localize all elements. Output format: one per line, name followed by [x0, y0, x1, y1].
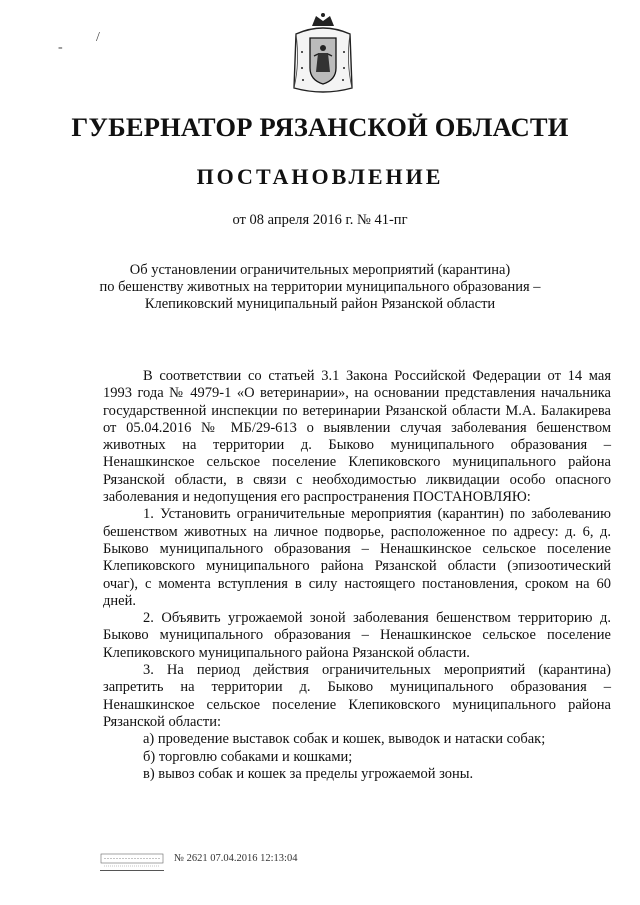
- title-line: по бешенству животных на территории муниципального образования –: [99, 279, 541, 295]
- clause-2: 2. Объявить угрожаемой зоной заболевания бешенством территорию д. Быково муниципального образования – Ненашкинское сельское поселение Клепиковского муниципального района Рязанской области.: [103, 610, 611, 661]
- clause-3: 3. На период действия ограничительных мероприятий (карантина) запретить на территории д. Быково муниципального образования – Ненашкинское сельское поселение Клепиковского муниципального района Рязанской области:: [103, 662, 611, 730]
- document-body: [103, 368, 611, 783]
- ryazan-coat-of-arms-icon: [290, 12, 356, 96]
- title-line: Об установлении ограничительных мероприятий (карантина): [129, 262, 511, 278]
- clause-3c: в) вывоз собак и кошек за пределы угрожаемой зоны.: [143, 765, 474, 782]
- issuing-authority: ГУБЕРНАТОР РЯЗАНСКОЙ ОБЛАСТИ: [71, 112, 569, 142]
- title-line: Клепиковский муниципальный район Рязанской области: [144, 296, 496, 312]
- document-type: ПОСТАНОВЛЕНИЕ: [196, 164, 444, 189]
- document-date-number: от 08 апреля 2016 г. № 41-пг: [232, 212, 408, 228]
- registration-stamp-icon: [100, 852, 164, 871]
- preamble-paragraph: В соответствии со статьей 3.1 Закона Российской Федерации от 14 мая 1993 года № 4979-1 «О ветеринарии», на основании представления начальника государственной инспекции по ветеринарии Рязанской области М.А. Балакирева от 05.04.2016 № МБ/29-613 о выявлении случая заболевания бешенством животных на территории д. Быково муниципального образования – Ненашкинское сельское поселение Клепиковского муниципального района Рязанской области, в связи с необходимостью ликвидации особо опасного заболевания и недопущения его распространения ПОСТАНОВЛЯЮ:: [103, 368, 611, 506]
- document-title: [80, 262, 560, 313]
- clause-3a: а) проведение выставок собак и кошек, выводок и натаски собак;: [143, 731, 546, 748]
- margin-mark: /: [96, 30, 100, 45]
- registration-number: № 2621 07.04.2016 12:13:04: [174, 853, 298, 864]
- margin-mark: -: [58, 40, 63, 55]
- clause-3b: б) торговлю собаками и кошками;: [143, 748, 353, 765]
- clause-1: 1. Установить ограничительные мероприятия (карантин) по заболеванию бешенством животных на личное подворье, расположенное по адресу: д. 6, д. Быково муниципального образования – Ненашкинское сельское поселение Клепиковского муниципального района Рязанской области (эпизоотический очаг), с момента вступления в силу настоящего постановления, сроком на 60 дней.: [103, 506, 611, 609]
